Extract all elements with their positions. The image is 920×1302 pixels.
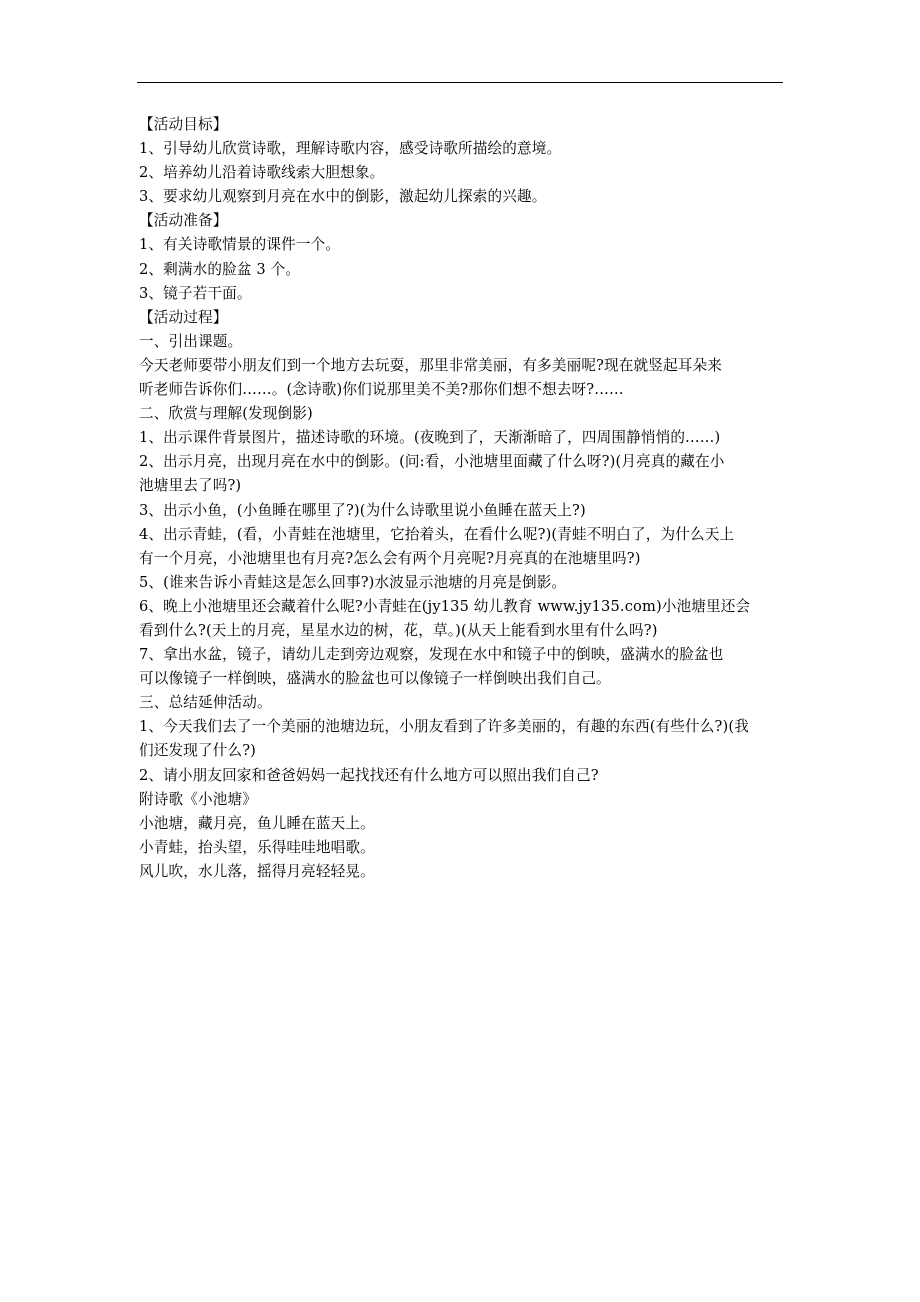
paragraph-line: 池塘里去了吗?) <box>139 477 242 495</box>
section-heading-process: 【活动过程】 <box>139 308 228 326</box>
section-heading-goals: 【活动目标】 <box>139 116 228 133</box>
preparation-item-3: 3、镜子若干面。 <box>139 284 252 302</box>
paragraph-line: 5、(谁来告诉小青蛙这是怎么回事?)水波显示池塘的月亮是倒影。 <box>139 573 567 591</box>
paragraph-line: 有一个月亮，小池塘里也有月亮?怎么会有两个月亮呢?月亮真的在池塘里吗?) <box>139 549 641 567</box>
section-heading-preparation: 【活动准备】 <box>139 212 228 230</box>
process-step-1-title: 一、引出课题。 <box>139 332 243 350</box>
preparation-item-2: 2、剩满水的脸盆 3 个。 <box>139 260 301 278</box>
header-rule <box>137 82 783 83</box>
process-step-2-title: 二、欣赏与理解(发现倒影) <box>139 405 313 423</box>
paragraph-line: 7、拿出水盆，镜子，请幼儿走到旁边观察，发现在水中和镜子中的倒映，盛满水的脸盆也 <box>139 646 724 664</box>
goal-item-1: 1、引导幼儿欣赏诗歌，理解诗歌内容，感受诗歌所描绘的意境。 <box>139 140 562 158</box>
process-step-3-title: 三、总结延伸活动。 <box>139 694 272 712</box>
paragraph-line: 看到什么?(天上的月亮，星星水边的树，花，草。)(从天上能看到水里有什么吗?) <box>139 621 658 639</box>
document-body <box>139 113 787 884</box>
goal-item-2: 2、培养幼儿沿着诗歌线索大胆想象。 <box>139 164 385 182</box>
paragraph-line: 3、出示小鱼，(小鱼睡在哪里了?)(为什么诗歌里说小鱼睡在蓝天上?) <box>139 501 586 519</box>
poem-line: 小青蛙，抬头望，乐得哇哇地唱歌。 <box>139 838 375 856</box>
paragraph-line: 可以像镜子一样倒映，盛满水的脸盆也可以像镜子一样倒映出我们自己。 <box>139 670 611 688</box>
paragraph-line: 们还发现了什么?) <box>139 742 257 760</box>
paragraph-line: 2、出示月亮，出现月亮在水中的倒影。(问:看，小池塘里面藏了什么呀?)(月亮真的藏在小 <box>139 453 725 471</box>
paragraph-line: 1、今天我们去了一个美丽的池塘边玩，小朋友看到了许多美丽的，有趣的东西(有些什么?)(我 <box>139 718 749 736</box>
goal-item-3: 3、要求幼儿观察到月亮在水中的倒影，激起幼儿探索的兴趣。 <box>139 188 547 206</box>
preparation-item-1: 1、有关诗歌情景的课件一个。 <box>139 236 341 254</box>
paragraph-line: 2、请小朋友回家和爸爸妈妈一起找找还有什么地方可以照出我们自己? <box>139 766 599 784</box>
paragraph-line: 4、出示青蛙，(看，小青蛙在池塘里，它抬着头，在看什么呢?)(青蛙不明白了，为什么天上 <box>139 525 735 543</box>
paragraph-line: 听老师告诉你们……。(念诗歌)你们说那里美不美?那你们想不想去呀?…… <box>139 381 624 399</box>
poem-line: 风儿吹，水儿落，摇得月亮轻轻晃。 <box>139 862 375 880</box>
poem-title: 附诗歌《小池塘》 <box>139 790 257 808</box>
paragraph-line: 1、出示课件背景图片，描述诗歌的环境。(夜晚到了，天渐渐暗了，四周围静悄悄的……) <box>139 429 721 447</box>
paragraph-line: 6、晚上小池塘里还会藏着什么呢?小青蛙在(jy135 幼儿教育 www.jy135.com)小池塘里还会 <box>139 597 751 615</box>
paragraph-line: 今天老师要带小朋友们到一个地方去玩耍，那里非常美丽，有多美丽呢?现在就竖起耳朵来 <box>139 356 722 374</box>
poem-line: 小池塘，藏月亮，鱼儿睡在蓝天上。 <box>139 814 375 832</box>
